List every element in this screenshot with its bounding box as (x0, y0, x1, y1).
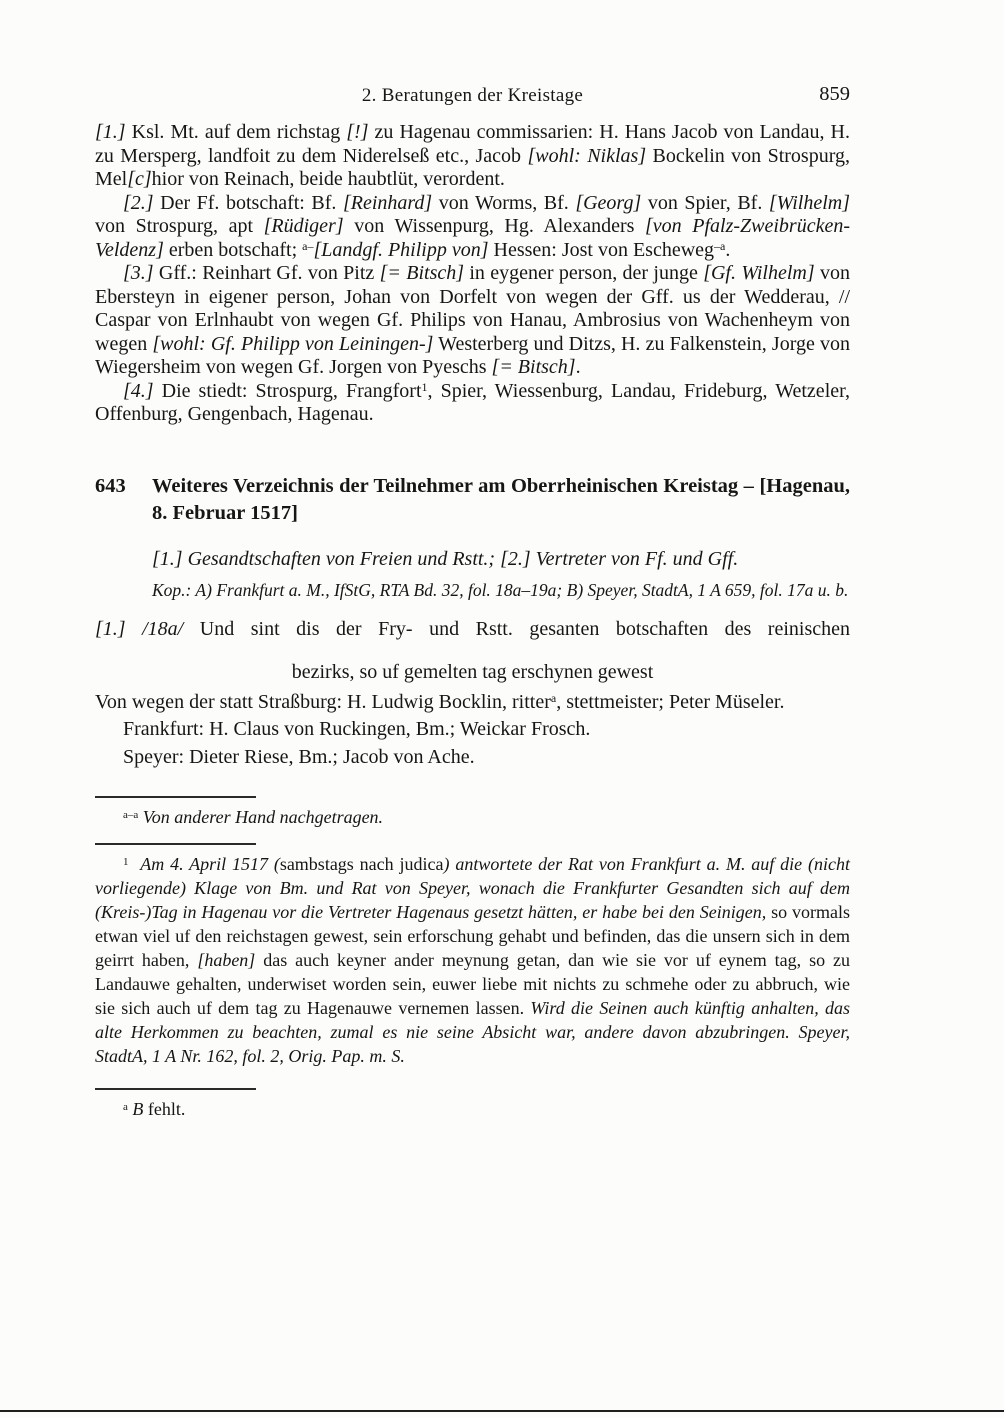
page-content (95, 0, 850, 1121)
paragraph-frankfurt: Frankfurt: H. Claus von Ruckingen, Bm.; Weickar Frosch. (123, 718, 591, 740)
footnote-1: $^1$ Am 4. April 1517 (sambstags nach judica) antwortete der Rat von Frankfurt a. M. auf die (nicht vorliegende) Klage von Bm. und Rat von Speyer, wonach die Frankfurter Gesandten sich auf dem (Kreis-)Tag in Hagenau vor die Vertreter Hagenaus gesetzt hätten, er habe bei den Seinigen, so vormals etwan viel uf den reichstagen gewest, sein erforschung gehabt und befinden, das die unsern sich in dem geirrt haben, [haben] das auch keyner ander meynung getan, dan wie sie vor uf eynem tag, so zu Landauwe gehalten, underwiset worden sein, euwer liebe mit nichts zu schmehe oder zu abbruch, wie sie sich auch uf dem tag zu Hagenauwe vernemen lassen. Wird die Seinen auch künftig anhalten, das alte Herkommen zu beachten, zumal es nie seine Absicht war, andere davon abzubringen. Speyer, StadtA, 1 A Nr. 162, fol. 2, Orig. Pap. m. S. (95, 854, 850, 1066)
running-head (95, 84, 850, 107)
paragraph-grafen: [3.] Gff.: Reinhart Gf. von Pitz [= Bitsch] in eygener person, der junge [Gf. Wilhelm] von Ebersteyn in eigener person, Johan von Dorfelt von wegen der Gff. us der Wedderau, // Caspar von Erlnhaubt von wegen Gf. Philips von Hanau, Ambrosius von Wachenheym von wegen [wohl: Gf. Philipp von Leiningen-] Westerberg und Ditzs, H. zu Falkenstein, Jorge von Wiegersheim von wegen Gf. Jorgen von Pyeschs [= Bitsch]. (95, 262, 851, 378)
entry-number: 643 (95, 474, 126, 497)
footnote-rule (95, 796, 256, 798)
page-number: 859 (819, 83, 850, 105)
entry-subtitle: [1.] Gesandtschaften von Freien und Rstt.; [2.] Vertreter von Ff. und Gff. (152, 547, 739, 570)
footnote-a: $^a$ B fehlt. (123, 1099, 186, 1119)
page-bottom-edge (0, 1410, 1004, 1412)
entry-heading (95, 473, 850, 527)
entry-643 (95, 473, 850, 770)
entry-source-note: Kop.: A) Frankfurt a. M., IfStG, RTA Bd. 32, fol. 18a–19a; B) Speyer, StadtA, 1 A 659, fol. 17a u. b. (152, 579, 849, 600)
footnote-aa: $^{a-a}$ Von anderer Hand nachgetragen. (123, 807, 384, 827)
entry-text-line-1: [1.] /18a/ Und sint dis der Fry- und Rstt. gesanten botschaften des reinischen (95, 617, 850, 640)
paragraph-speyer: Speyer: Dieter Riese, Bm.; Jacob von Ache. (123, 745, 475, 768)
paragraph-staedte: [4.] Die stiedt: Strospurg, Frangfort$^1$, Spier, Wiessenburg, Landau, Frideburg, Wetzeler, Offenburg, Gengenbach, Hagenau. (95, 379, 850, 425)
footnote-section (95, 796, 850, 1121)
paragraph-strassburg: Von wegen der statt Straßburg: H. Ludwig Bocklin, ritter$^a$, stettmeister; Peter Müseler. (95, 690, 785, 713)
running-head-title: 2. Beratungen der Kreistage (361, 85, 584, 106)
footnote-rule (95, 1088, 256, 1090)
paragraph-ksl-commissarien: [1.] Ksl. Mt. auf dem richstag [!] zu Hagenau commissarien: H. Hans Jacob von Landau, H. zu Mersperg, landfoit zu dem Niderelseß etc., Jacob [wohl: Niklas] Bockelin von Strospurg, Mel[c]hior von Reinach, beide haubtlüt, verordent. (95, 121, 851, 190)
entry-text-line-2: bezirks, so uf gemelten tag erschynen gewest (291, 661, 654, 683)
main-text-block (95, 121, 850, 427)
entry-title: Weiteres Verzeichnis der Teilnehmer am Oberrheinischen Kreistag – [Hagenau, 8. Februar 1517] (152, 474, 850, 524)
paragraph-fuersten-botschaft: [2.] Der Ff. botschaft: Bf. [Reinhard] von Worms, Bf. [Georg] von Spier, Bf. [Wilhelm] von Strospurg, apt [Rüdiger] von Wissenpurg, Hg. Alexanders [von Pfalz-Zweibrücken-Veldenz] erben botschaft; $^{a-}$[Landgf. Philipp von] Hessen: Jost von Escheweg$^{-a}$. (95, 191, 850, 261)
footnote-rule (95, 843, 256, 845)
